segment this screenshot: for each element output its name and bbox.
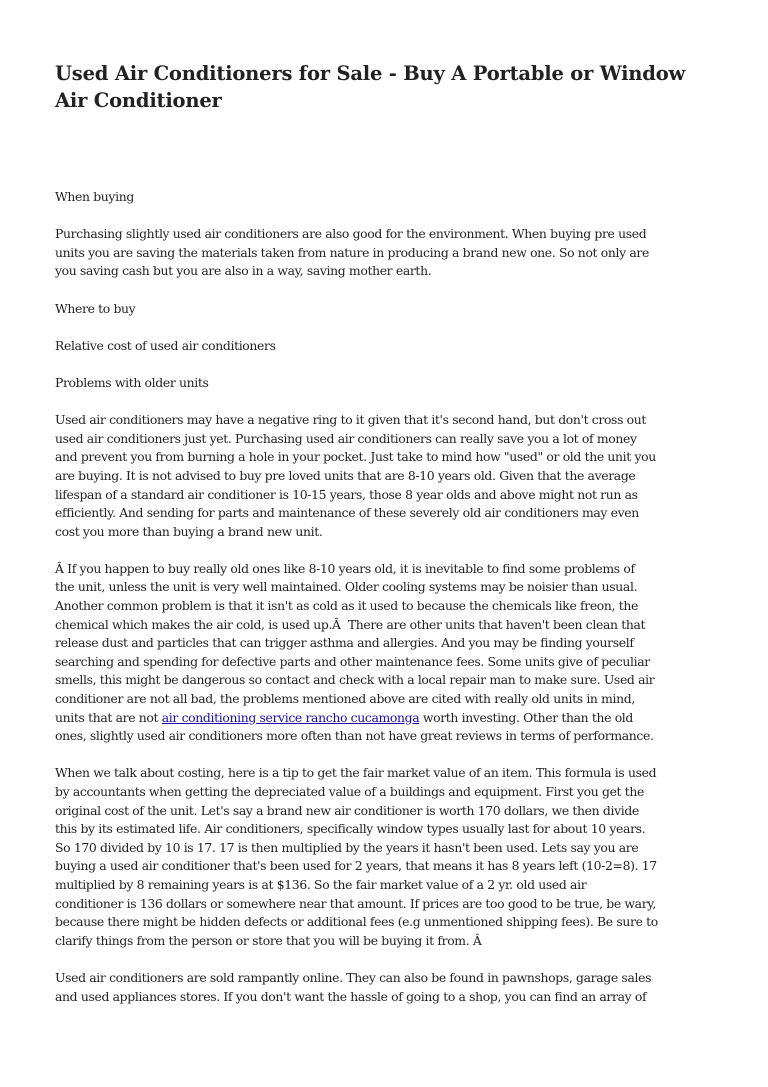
heading-problems: Problems with older units [55,374,209,390]
paragraph-costing: When we talk about costing, here is a tip to get the fair market value of an item. This formula is used by accountants when getting the depreciated value of a buildings and equipment. First you get the original cost of the unit. Let's say a brand new air conditioner is worth 170 dollars, we then divide this by its estimated life. Air conditioners, specifically window types usually last for about 10 years. So 170 divided by 10 is 17. 17 is then multiplied by the years it hasn't been used. Lets say you are buying a used air conditioner that's been used for 2 years, that means it has 8 years left (10-2=8). 17 multiplied by 8 remaining years is at $136. So the fair market value of a 2 yr. old used air conditioner is 136 dollars or somewhere near that amount. If prices are too good to be true, be wary, because there might be hidden defects or additional fees (e.g unmentioned shipping fees). Be sure to clarify things from the person or store that you will be buying it from. Â [55,765,658,948]
paragraph-old-units [55,560,658,746]
document-title: Used Air Conditioners for Sale - Buy A Portable or Window Air Conditioner [55,62,686,112]
heading-where-to-buy: Where to buy [55,300,136,316]
paragraph-where-sold: Used air conditioners are sold rampantly online. They can also be found in pawnshops, garage sales and used appliances stores. If you don't want the hassle of going to a shop, you can find an array of [55,969,652,1004]
document-body [55,188,658,1025]
paragraph-environment: Purchasing slightly used air conditioners are also good for the environment. When buying pre used units you are saving the materials taken from nature in producing a brand new one. So not only are you saving cash but you are also in a way, saving mother earth. [55,226,649,279]
heading-when-buying: When buying [55,189,134,204]
heading-relative-cost: Relative cost of used air conditioners [55,337,276,353]
paragraph-text: worth investing. Other than the old ones, slightly used air conditioners more often than not have great reviews in terms of performance. [55,709,654,744]
paragraph-negative-ring: Used air conditioners may have a negative ring to it given that it's second hand, but don't cross out used air conditioners just yet. Purchasing used air conditioners can really save you a lot of money and prevent you from burning a hole in your pocket. Just take to mind how "used" or old the unit you are buying. It is not advised to buy pre loved units that are 8-10 years old. Given that the average lifespan of a standard air conditioner is 10-15 years, those 8 year olds and above might not run as efficiently. And sending for parts and maintenance of these severely old air conditioners may even cost you more than buying a brand new unit. [55,412,656,539]
ac-service-link[interactable]: air conditioning service rancho cucamonga [161,709,420,725]
paragraph-text: Â If you happen to buy really old ones like 8-10 years old, it is inevitable to find some problems of the unit, unless the unit is very well maintained. Older cooling systems may be noisier than usual. Another common problem is that it isn't as cold as it used to because the chemicals like freon, the chemical which makes the air cold, is used up.Â There are other units that haven't been clean that release dust and particles that can trigger asthma and allergies. And you may be finding yourself searching and spending for defective parts and other maintenance fees. Some units give of peculiar smells, this might be dangerous so contact and check with a local repair man to make sure. Used air conditioner are not all bad, the problems mentioned above are cited with really old units in mind, units that are not [55,560,655,725]
